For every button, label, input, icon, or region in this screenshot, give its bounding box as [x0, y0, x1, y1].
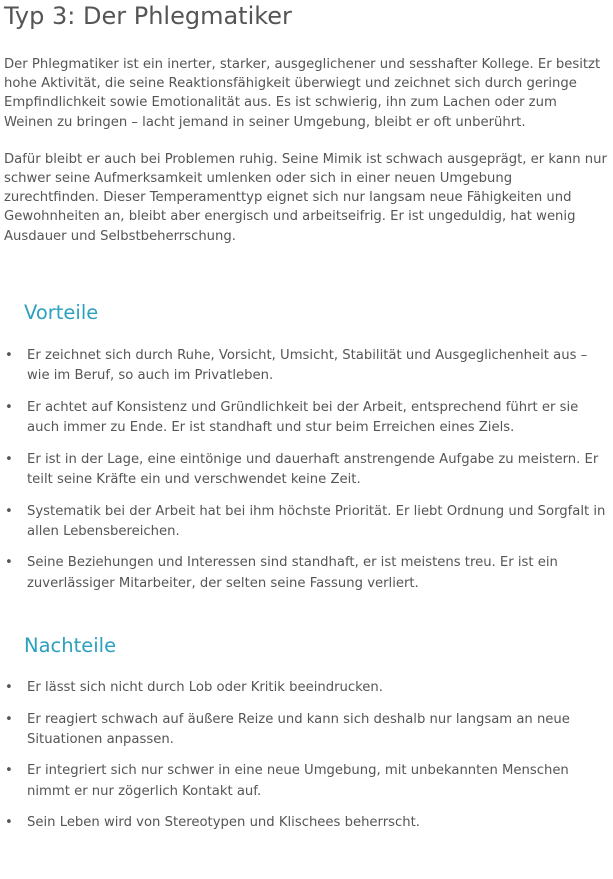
vorteile-list: [4, 346, 609, 594]
intro-paragraph-2: Dafür bleibt er auch bei Problemen ruhig. Seine Mimik ist schwach ausgeprägt, er kann nur schwer seine Aufmerksamkeit umlenken oder sich in einer neuen Umgebung zurechtfinden. Dieser Temperamenttyp eignet sich nur langsam neue Fähigkeiten und Gewohnheiten an, bleibt aber energisch und arbeitseifrig. Er ist ungeduldig, hat wenig Ausdauer und Selbstbeherrschung.: [4, 151, 607, 244]
section-heading-vorteile: Vorteile: [24, 300, 99, 324]
list-item: [4, 346, 609, 386]
list-item-text: Er reagiert schwach auf äußere Reize und kann sich deshalb nur langsam an neue Situationen anpassen.: [27, 711, 570, 747]
nachteile-list: [4, 678, 609, 834]
list-item: [4, 678, 609, 698]
list-item: [4, 398, 609, 438]
list-item: [4, 813, 609, 833]
page-title: Typ 3: Der Phlegmatiker: [4, 2, 292, 30]
list-item: [4, 761, 609, 801]
list-item-text: Systematik bei der Arbeit hat bei ihm höchste Priorität. Er liebt Ordnung und Sorgfalt in allen Lebensbereichen.: [27, 503, 606, 539]
list-item: [4, 553, 609, 593]
list-item-text: Er zeichnet sich durch Ruhe, Vorsicht, Umsicht, Stabilität und Ausgeglichenheit aus – wie im Beruf, so auch im Privatleben.: [27, 347, 588, 384]
bullet-icon: •: [5, 711, 13, 727]
list-item-text: Er lässt sich nicht durch Lob oder Kritik beeindrucken.: [27, 679, 383, 695]
section-heading-nachteile: Nachteile: [24, 633, 117, 657]
list-item-text: Er achtet auf Konsistenz und Gründlichkeit bei der Arbeit, entsprechend führt er sie auch immer zu Ende. Er ist standhaft und stur beim Erreichen eines Ziels.: [27, 399, 579, 435]
list-item: [4, 502, 609, 542]
bullet-icon: •: [5, 815, 13, 831]
list-item-text: Er ist in der Lage, eine eintönige und dauerhaft anstrengende Aufgabe zu meistern. Er teilt seine Kräfte ein und verschwendet keine Zeit.: [27, 451, 599, 487]
bullet-icon: •: [5, 399, 13, 415]
bullet-icon: •: [5, 555, 13, 571]
bullet-icon: •: [5, 503, 13, 519]
bullet-icon: •: [5, 347, 13, 363]
bullet-icon: •: [5, 763, 13, 779]
list-item-text: Sein Leben wird von Stereotypen und Klischees beherrscht.: [27, 815, 420, 831]
list-item: [4, 450, 609, 490]
bullet-icon: •: [5, 679, 13, 695]
list-item: [4, 710, 609, 750]
intro-paragraph-1: Der Phlegmatiker ist ein inerter, starker, ausgeglichener und sesshafter Kollege. Er besitzt hohe Aktivität, die seine Reaktionsfähigkeit überwiegt und zeichnet sich durch geringe Empfindlichkeit sowie Emotionalität aus. Es ist schwierig, ihn zum Lachen oder zum Weinen zu bringen – lacht jemand in seiner Umgebung, bleibt er oft unberührt.: [4, 57, 601, 130]
list-item-text: Seine Beziehungen und Interessen sind standhaft, er ist meistens treu. Er ist ein zuverlässiger Mitarbeiter, der selten seine Fassung verliert.: [27, 555, 558, 591]
bullet-icon: •: [5, 451, 13, 467]
list-item-text: Er integriert sich nur schwer in eine neue Umgebung, mit unbekannten Menschen nimmt er nur zögerlich Kontakt auf.: [27, 763, 569, 799]
